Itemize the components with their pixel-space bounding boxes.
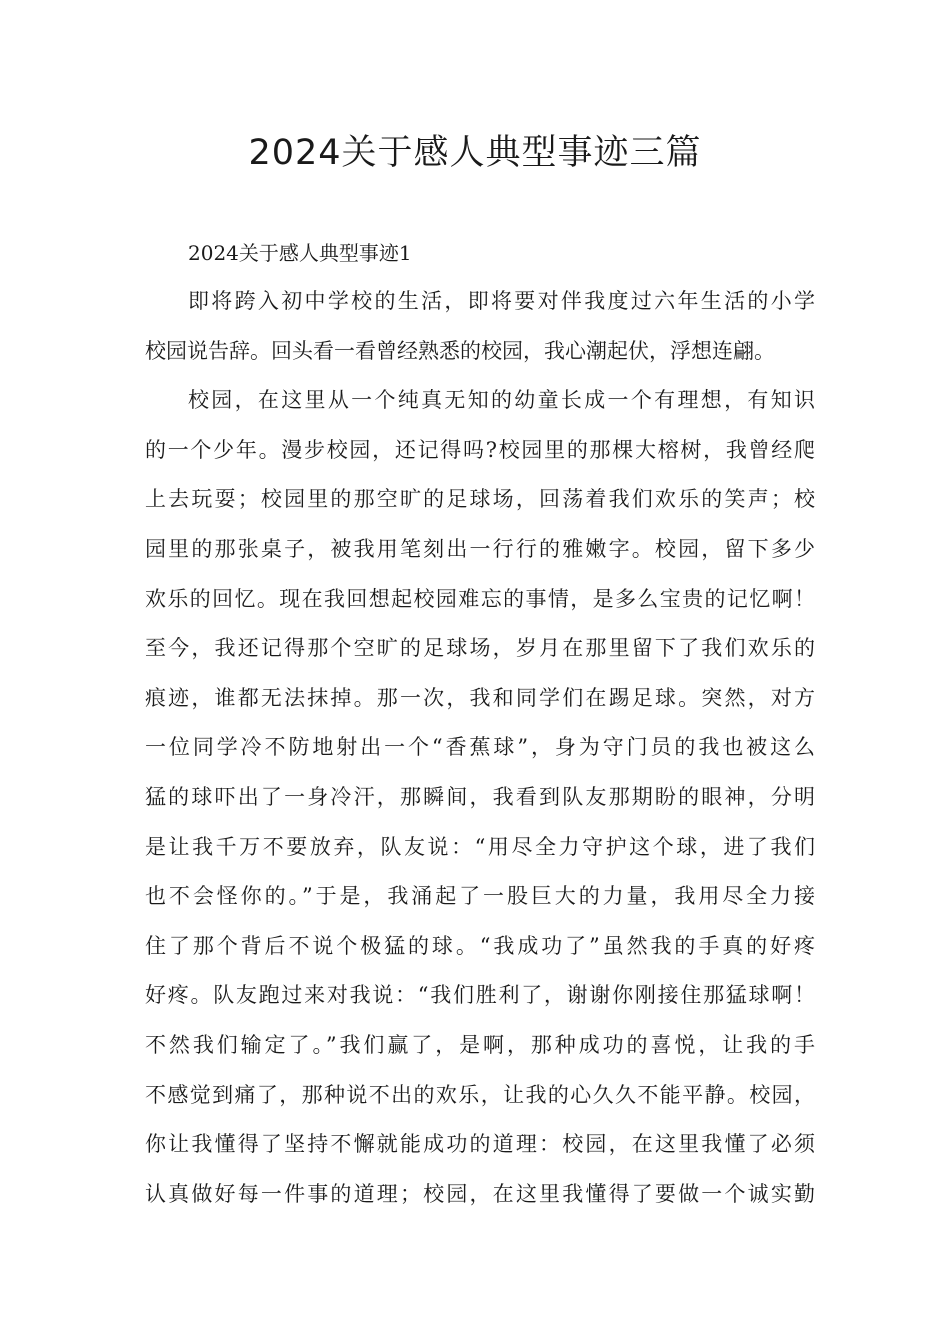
paragraph-line: 也不会怪你的。”于是，我涌起了一股巨大的力量，我用尽全力接 — [145, 884, 815, 909]
paragraph-line: 住了那个背后不说个极猛的球。“我成功了”虽然我的手真的好疼 — [145, 933, 815, 958]
paragraph-line: 不感觉到痛了，那种说不出的欢乐，让我的心久久不能平静。校园， — [145, 1082, 815, 1107]
document-title: 2024关于感人典型事迹三篇 — [248, 133, 702, 173]
paragraph-line: 痕迹，谁都无法抹掉。那一次，我和同学们在踢足球。突然，对方 — [145, 685, 815, 710]
paragraph-line: 园里的那张桌子，被我用笔刻出一行行的雅嫩字。校园，留下多少 — [145, 536, 815, 561]
paragraph-line: 猛的球吓出了一身冷汗，那瞬间，我看到队友那期盼的眼神，分明 — [145, 784, 815, 809]
paragraph-line: 认真做好每一件事的道理；校园，在这里我懂得了要做一个诚实勤 — [145, 1181, 815, 1206]
paragraph-line: 欢乐的回忆。现在我回想起校园难忘的事情，是多么宝贵的记忆啊！ — [145, 586, 815, 611]
paragraph-line: 即将跨入初中学校的生活，即将要对伴我度过六年生活的小学 — [188, 289, 815, 313]
paragraph-line: 是让我千万不要放弃，队友说：“用尽全力守护这个球，进了我们 — [145, 834, 815, 859]
paragraph-line: 不然我们输定了。”我们赢了，是啊，那种成功的喜悦，让我的手 — [145, 1032, 815, 1057]
paragraph-line: 至今，我还记得那个空旷的足球场，岁月在那里留下了我们欢乐的 — [145, 636, 815, 661]
paragraph-line: 一位同学冷不防地射出一个“香蕉球”，身为守门员的我也被这么 — [145, 735, 815, 760]
paragraph-line: 校园，在这里从一个纯真无知的幼童长成一个有理想，有知识 — [188, 388, 815, 413]
paragraph-line: 你让我懂得了坚持不懈就能成功的道理：校园，在这里我懂了必须 — [145, 1132, 815, 1157]
paragraph-line: 上去玩耍；校园里的那空旷的足球场，回荡着我们欢乐的笑声；校 — [145, 487, 815, 512]
paragraph-line: 校园说告辞。回头看一看曾经熟悉的校园，我心潮起伏，浮想连翩。 — [145, 338, 775, 363]
section-heading: 2024关于感人典型事迹1 — [188, 241, 412, 265]
body-text — [145, 282, 815, 1224]
paragraph-line: 好疼。队友跑过来对我说：“我们胜利了，谢谢你刚接住那猛球啊！ — [145, 983, 815, 1008]
paragraph-line: 的一个少年。漫步校园，还记得吗?校园里的那棵大榕树，我曾经爬 — [145, 437, 815, 462]
